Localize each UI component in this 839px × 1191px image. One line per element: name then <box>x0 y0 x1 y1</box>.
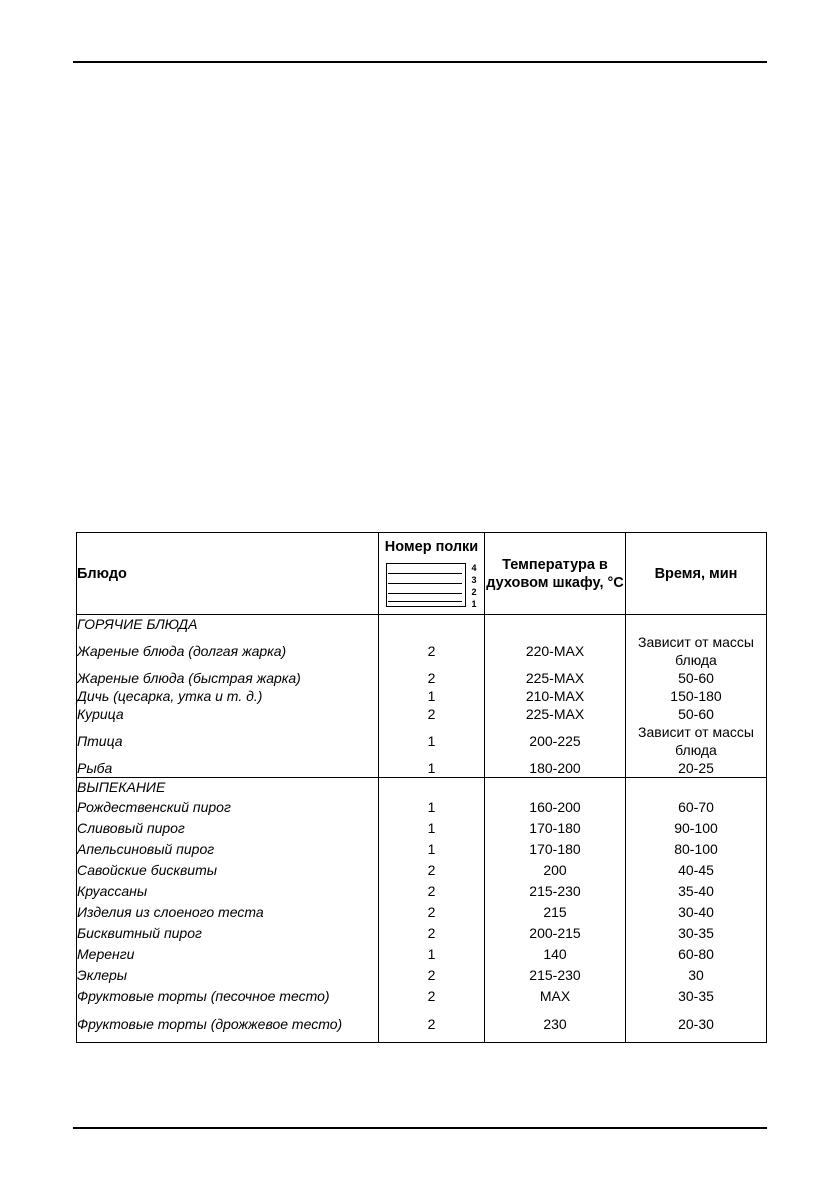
table-row <box>77 859 767 880</box>
table-row <box>77 964 767 985</box>
shelf-line-1 <box>388 601 462 602</box>
time-cell: Зависит от массы блюда <box>626 633 767 669</box>
shelf-number-4: 4 <box>471 562 477 573</box>
footer-rule <box>73 1127 767 1129</box>
time-cell: 60-80 <box>626 943 767 964</box>
table-row <box>77 922 767 943</box>
dish-cell: Рыба <box>77 759 379 778</box>
section-title: ГОРЯЧИЕ БЛЮДА <box>77 615 379 634</box>
table-row <box>77 759 767 778</box>
dish-cell: Изделия из слоеного теста <box>77 901 379 922</box>
temp-cell: 160-200 <box>485 796 626 817</box>
shelf-line-4 <box>388 573 462 574</box>
shelf-cell: 1 <box>379 723 485 759</box>
dish-cell: Жареные блюда (быстрая жарка) <box>77 669 379 687</box>
time-cell: 30 <box>626 964 767 985</box>
shelf-cell: 2 <box>379 964 485 985</box>
dish-cell: Сливовый пирог <box>77 817 379 838</box>
temp-cell: 225-MAX <box>485 669 626 687</box>
shelf-cell: 1 <box>379 759 485 778</box>
temp-cell: 230 <box>485 1006 626 1043</box>
table-row <box>77 796 767 817</box>
shelf-cell: 1 <box>379 817 485 838</box>
table-row <box>77 705 767 723</box>
temp-cell: 170-180 <box>485 838 626 859</box>
temp-cell: 220-MAX <box>485 633 626 669</box>
table-row <box>77 687 767 705</box>
header-temperature: Температура в духовом шкафу, °C <box>485 533 626 615</box>
shelf-cell: 1 <box>379 838 485 859</box>
dish-cell: Меренги <box>77 943 379 964</box>
temp-cell: 200 <box>485 859 626 880</box>
dish-cell: Курица <box>77 705 379 723</box>
time-cell: 50-60 <box>626 669 767 687</box>
table-row <box>77 669 767 687</box>
cooking-table <box>76 532 767 1043</box>
temp-cell: MAX <box>485 985 626 1006</box>
shelf-diagram <box>384 560 480 610</box>
header-dish: Блюдо <box>77 533 379 615</box>
table-row <box>77 817 767 838</box>
shelf-cell: 2 <box>379 669 485 687</box>
shelf-cell: 1 <box>379 687 485 705</box>
section-title: ВЫПЕКАНИЕ <box>77 778 379 797</box>
shelf-cell: 2 <box>379 859 485 880</box>
table-row <box>77 985 767 1006</box>
table-header-row <box>77 533 767 615</box>
shelf-cell: 2 <box>379 633 485 669</box>
shelf-cell: 1 <box>379 943 485 964</box>
table-row <box>77 880 767 901</box>
time-cell: 20-25 <box>626 759 767 778</box>
temp-cell: 200-215 <box>485 922 626 943</box>
dish-cell: Апельсиновый пирог <box>77 838 379 859</box>
dish-cell: Эклеры <box>77 964 379 985</box>
shelf-cell: 1 <box>379 796 485 817</box>
dish-cell: Савойские бисквиты <box>77 859 379 880</box>
time-cell: 30-35 <box>626 922 767 943</box>
temp-cell: 225-MAX <box>485 705 626 723</box>
shelf-line-3 <box>388 583 462 584</box>
temp-cell: 180-200 <box>485 759 626 778</box>
time-cell: 40-45 <box>626 859 767 880</box>
dish-cell: Круассаны <box>77 880 379 901</box>
dish-cell: Рождественский пирог <box>77 796 379 817</box>
shelf-cell: 2 <box>379 922 485 943</box>
dish-cell: Дичь (цесарка, утка и т. д.) <box>77 687 379 705</box>
shelf-cell: 2 <box>379 901 485 922</box>
header-shelf-label: Номер полки <box>384 538 479 555</box>
shelf-cell: 2 <box>379 880 485 901</box>
shelf-cell: 2 <box>379 1006 485 1043</box>
time-cell: 90-100 <box>626 817 767 838</box>
table-row <box>77 901 767 922</box>
temp-cell: 215 <box>485 901 626 922</box>
time-cell: 50-60 <box>626 705 767 723</box>
time-cell: 80-100 <box>626 838 767 859</box>
temp-cell: 170-180 <box>485 817 626 838</box>
header-shelf <box>379 533 485 615</box>
dish-cell: Птица <box>77 723 379 759</box>
shelf-cell: 2 <box>379 985 485 1006</box>
temp-cell: 210-MAX <box>485 687 626 705</box>
header-rule <box>73 61 767 63</box>
temp-cell: 215-230 <box>485 880 626 901</box>
time-cell: 30-40 <box>626 901 767 922</box>
section-title-row <box>77 615 767 634</box>
shelf-number-2: 2 <box>471 586 477 597</box>
time-cell: 60-70 <box>626 796 767 817</box>
time-cell: 35-40 <box>626 880 767 901</box>
dish-cell: Бисквитный пирог <box>77 922 379 943</box>
shelf-line-2 <box>388 593 462 594</box>
table-row <box>77 633 767 669</box>
shelf-number-1: 1 <box>471 598 477 609</box>
time-cell: 30-35 <box>626 985 767 1006</box>
temp-cell: 215-230 <box>485 964 626 985</box>
temp-cell: 200-225 <box>485 723 626 759</box>
header-time: Время, мин <box>626 533 767 615</box>
time-cell: 20-30 <box>626 1006 767 1043</box>
dish-cell: Фруктовые торты (дрожжевое тесто) <box>77 1006 379 1043</box>
dish-cell: Фруктовые торты (песочное тесто) <box>77 985 379 1006</box>
table-row <box>77 838 767 859</box>
dish-cell: Жареные блюда (долгая жарка) <box>77 633 379 669</box>
temp-cell: 140 <box>485 943 626 964</box>
shelf-cell: 2 <box>379 705 485 723</box>
table-row <box>77 943 767 964</box>
time-cell: 150-180 <box>626 687 767 705</box>
table-row <box>77 723 767 759</box>
shelf-number-3: 3 <box>471 574 477 585</box>
section-title-row <box>77 778 767 797</box>
time-cell: Зависит от массы блюда <box>626 723 767 759</box>
table-row <box>77 1006 767 1043</box>
